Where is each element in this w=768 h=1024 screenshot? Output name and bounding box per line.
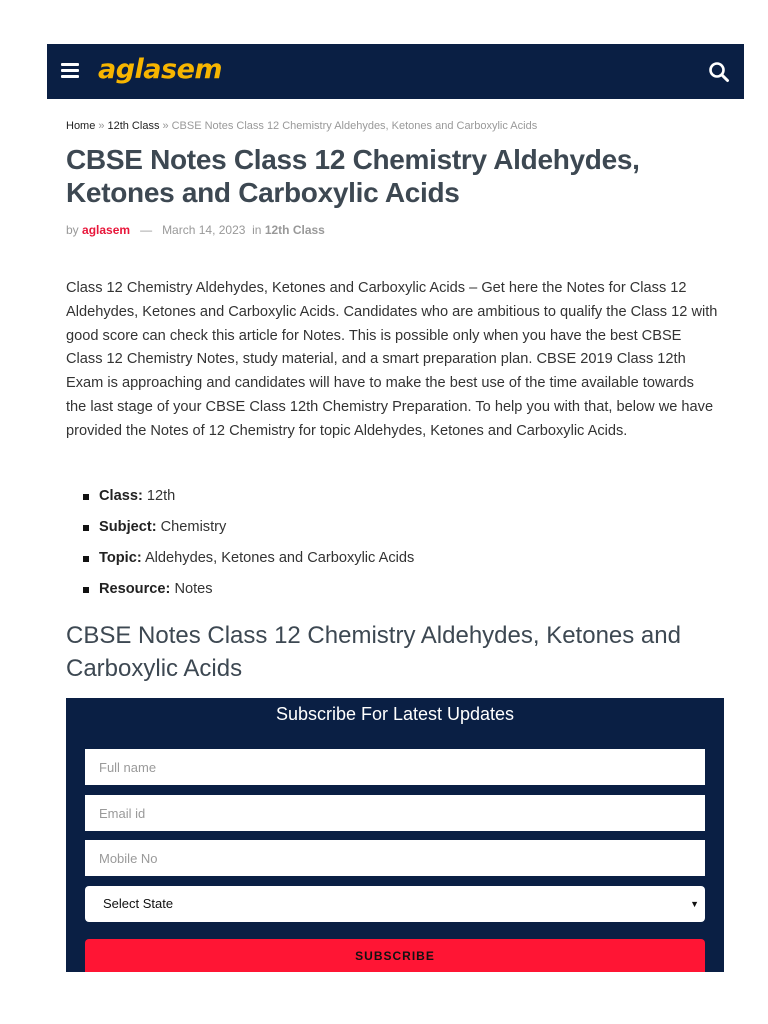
info-list xyxy=(66,481,716,605)
list-item-label: Topic: xyxy=(99,550,142,566)
state-select-value: Select State xyxy=(103,896,174,911)
meta-by-label: by xyxy=(66,223,79,237)
breadcrumb xyxy=(66,120,537,132)
list-item-value: 12th xyxy=(146,488,176,504)
email-input[interactable] xyxy=(85,795,705,831)
search-icon[interactable] xyxy=(708,61,730,83)
list-item-resource xyxy=(66,574,716,605)
subscribe-title: Subscribe For Latest Updates xyxy=(275,704,515,724)
list-item-value: Aldehydes, Ketones and Carboxylic Acids xyxy=(144,550,415,566)
list-item-value: Notes xyxy=(174,581,213,597)
breadcrumb-category[interactable]: 12th Class xyxy=(107,120,160,132)
list-item-label: Resource: xyxy=(99,581,171,597)
list-item-topic xyxy=(66,543,716,574)
site-header xyxy=(47,44,744,99)
full-name-input[interactable] xyxy=(85,749,705,785)
subscribe-button[interactable]: SUBSCRIBE xyxy=(85,939,705,972)
caret-down-icon: ▼ xyxy=(690,899,699,909)
mobile-input[interactable] xyxy=(85,840,705,876)
breadcrumb-home[interactable]: Home xyxy=(66,120,96,132)
breadcrumb-separator: » xyxy=(162,120,169,132)
page-title: CBSE Notes Class 12 Chemistry Aldehydes, Ketones and Carboxylic Acids xyxy=(66,144,640,208)
meta-in-label: in xyxy=(252,223,262,237)
author-link[interactable]: aglasem xyxy=(82,223,131,237)
subscribe-form xyxy=(66,698,724,972)
list-item-subject xyxy=(66,512,716,543)
list-item-label: Class: xyxy=(99,488,143,504)
list-item-label: Subject: xyxy=(99,519,157,535)
meta-dash: — xyxy=(140,223,153,237)
intro-paragraph: Class 12 Chemistry Aldehydes, Ketones and Carboxylic Acids – Get here the Notes for Class 12 Aldehydes, Ketones and Carboxylic Acids. Candidates who are ambitious to qualify the Class 12 with good score can check this article for Notes. This is possible only when you have the best CBSE Class 12 Chemistry Notes, study material, and a smart preparation plan. CBSE 2019 Class 12th Exam is approaching and candidates will have to make the best use of the time available towards the last stage of your CBSE Class 12th Chemistry Preparation. To help you with that, below we have provided the Notes of 12 Chemistry for topic Aldehydes, Ketones and Carboxylic Acids. xyxy=(66,280,718,439)
list-item-class xyxy=(66,481,716,512)
post-date: March 14, 2023 xyxy=(162,223,246,237)
breadcrumb-separator: » xyxy=(98,120,105,132)
state-select[interactable] xyxy=(85,886,705,922)
breadcrumb-current: CBSE Notes Class 12 Chemistry Aldehydes, Ketones and Carboxylic Acids xyxy=(171,120,538,132)
section-heading: CBSE Notes Class 12 Chemistry Aldehydes, Ketones and Carboxylic Acids xyxy=(66,622,681,682)
hamburger-icon[interactable] xyxy=(61,63,79,79)
site-logo[interactable]: aglasem xyxy=(98,54,223,85)
post-meta xyxy=(66,223,325,237)
category-link[interactable]: 12th Class xyxy=(264,223,325,237)
list-item-value: Chemistry xyxy=(160,519,227,535)
